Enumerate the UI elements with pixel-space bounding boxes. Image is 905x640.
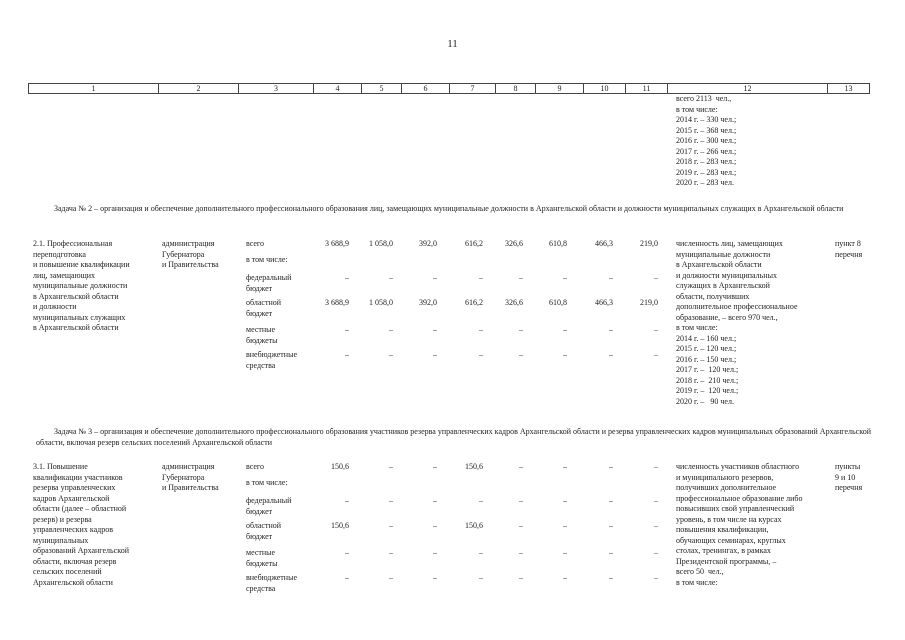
funding-value: 610,8 — [549, 298, 567, 307]
funding-value: – — [609, 521, 613, 530]
funding-value: – — [389, 496, 393, 505]
funding-value: – — [519, 548, 523, 557]
funding-value: – — [433, 573, 437, 582]
header-col-10: 10 — [584, 84, 626, 93]
funding-value: – — [654, 573, 658, 582]
funding-value: – — [433, 462, 437, 471]
funding-value: – — [609, 325, 613, 334]
measure-name: 2.1. Профессиональная переподготовка и повышение квалификации лиц, замещающих муниципальные должности в Архангельской области и должности муниципальных служащих в Архангельской области — [33, 239, 130, 332]
header-col-2: 2 — [159, 84, 239, 93]
funding-source-label: местные бюджеты — [246, 548, 278, 568]
result-indicator: численность лиц, замещающих муниципальные должности в Архангельской области и должности муниципальных служащих в Архангельской области, получивших дополнительное профессиональное образование, – всего 970 чел., в том числе: 2014 г. – 160 чел.; 2015 г. – 120 чел.; 2016 г. – 150 чел.; 2017 г. – 120 чел.; 2018 г. – 210 чел.; 2019 г. – 120 чел.; 2020 г. – 90 чел. — [676, 239, 798, 406]
column-header-row — [28, 83, 870, 94]
header-col-3: 3 — [239, 84, 314, 93]
funding-value: – — [345, 273, 349, 282]
funding-value: – — [479, 350, 483, 359]
funding-value: – — [654, 548, 658, 557]
header-col-9: 9 — [536, 84, 584, 93]
task-3-heading: Задача № 3 – организация и обеспечение дополнительного профессионального образования участников резерва управленческих кадров Архангельской области и резерва управленческих кадров муниципальных образований Архангельской области, включая резерв сельских поселений Архангельской области — [36, 427, 871, 447]
measure-name: 3.1. Повышение квалификации участников резерва управленческих кадров Архангельской области (далее – областной резерв) и резерва управленческих кадров муниципальных образований Архангельской области, включая резерв сельских поселений Архангельской области — [33, 462, 129, 587]
funding-value: 392,0 — [419, 239, 437, 248]
funding-value: – — [563, 573, 567, 582]
funding-value: – — [654, 273, 658, 282]
funding-value: – — [609, 573, 613, 582]
funding-value: – — [479, 548, 483, 557]
funding-value: – — [389, 350, 393, 359]
funding-value: – — [563, 548, 567, 557]
funding-value: 150,6 — [465, 521, 483, 530]
funding-value: 150,6 — [465, 462, 483, 471]
funding-value: – — [345, 325, 349, 334]
funding-value: – — [609, 496, 613, 505]
funding-value: – — [609, 350, 613, 359]
funding-value: – — [609, 462, 613, 471]
funding-value: 466,3 — [595, 239, 613, 248]
funding-value: 616,2 — [465, 239, 483, 248]
header-col-12: 12 — [668, 84, 828, 93]
funding-source-label: областной бюджет — [246, 298, 282, 318]
funding-value: – — [563, 273, 567, 282]
funding-source-label: федеральный бюджет — [246, 273, 292, 293]
header-col-11: 11 — [626, 84, 668, 93]
funding-value: – — [345, 573, 349, 582]
funding-value: – — [519, 273, 523, 282]
executor: администрация Губернатора и Правительства — [162, 239, 219, 269]
header-col-7: 7 — [450, 84, 496, 93]
funding-value: – — [389, 521, 393, 530]
reference: пункты 9 и 10 перечня — [835, 462, 863, 492]
funding-value: 219,0 — [640, 239, 658, 248]
page-number: 11 — [447, 38, 458, 50]
header-col-8: 8 — [496, 84, 536, 93]
funding-value: – — [519, 350, 523, 359]
funding-value: – — [654, 462, 658, 471]
funding-value: – — [563, 496, 567, 505]
funding-value: – — [345, 496, 349, 505]
top-result-text: всего 2113 чел., в том числе: 2014 г. – 330 чел.; 2015 г. – 368 чел.; 2016 г. – 300 чел.; 2017 г. – 266 чел.; 2018 г. – 283 чел.; 2019 г. – 283 чел.; 2020 г. – 283 чел. — [676, 94, 737, 187]
reference: пункт 8 перечня — [835, 239, 863, 259]
funding-value: – — [563, 521, 567, 530]
funding-value: – — [563, 350, 567, 359]
funding-value: – — [389, 325, 393, 334]
funding-source-label: внебюджетные средства — [246, 350, 297, 370]
funding-value: – — [519, 521, 523, 530]
header-col-5: 5 — [362, 84, 402, 93]
funding-source-label: в том числе: — [246, 255, 288, 264]
funding-value: – — [389, 548, 393, 557]
funding-value: – — [433, 273, 437, 282]
funding-value: – — [433, 325, 437, 334]
funding-value: 326,6 — [505, 239, 523, 248]
funding-value: 326,6 — [505, 298, 523, 307]
funding-source-label: внебюджетные средства — [246, 573, 297, 593]
funding-value: – — [479, 573, 483, 582]
funding-value: – — [479, 325, 483, 334]
funding-value: – — [345, 350, 349, 359]
funding-value: 610,8 — [549, 239, 567, 248]
header-col-6: 6 — [402, 84, 450, 93]
header-col-4: 4 — [314, 84, 362, 93]
funding-value: – — [389, 573, 393, 582]
funding-value: 616,2 — [465, 298, 483, 307]
funding-value: – — [654, 350, 658, 359]
funding-source-label: областной бюджет — [246, 521, 282, 541]
funding-value: – — [609, 273, 613, 282]
funding-source-label: в том числе: — [246, 478, 288, 487]
funding-value: – — [389, 462, 393, 471]
header-col-1: 1 — [29, 84, 159, 93]
funding-value: – — [519, 573, 523, 582]
funding-source-label: федеральный бюджет — [246, 496, 292, 516]
funding-source-label: местные бюджеты — [246, 325, 278, 345]
funding-value: – — [654, 496, 658, 505]
funding-value: 1 058,0 — [369, 239, 393, 248]
funding-value: – — [563, 462, 567, 471]
funding-value: 150,6 — [331, 462, 349, 471]
task-2-heading: Задача № 2 – организация и обеспечение дополнительного профессионального образования лиц, замещающих муниципальные должности в Архангельской области и должности муниципальных служащих в Архангельской области — [54, 204, 844, 213]
header-col-13: 13 — [844, 84, 853, 93]
funding-value: 219,0 — [640, 298, 658, 307]
funding-value: – — [519, 325, 523, 334]
funding-value: – — [433, 350, 437, 359]
funding-value: – — [519, 496, 523, 505]
funding-value: – — [433, 496, 437, 505]
funding-source-label: всего — [246, 239, 265, 248]
funding-value: 392,0 — [419, 298, 437, 307]
funding-value: – — [654, 521, 658, 530]
funding-value: 3 688,9 — [325, 298, 349, 307]
funding-value: – — [433, 548, 437, 557]
funding-value: – — [345, 548, 349, 557]
funding-value: – — [479, 496, 483, 505]
funding-value: 150,6 — [331, 521, 349, 530]
funding-value: – — [654, 325, 658, 334]
funding-value: – — [433, 521, 437, 530]
funding-value: 3 688,9 — [325, 239, 349, 248]
funding-value: 1 058,0 — [369, 298, 393, 307]
result-indicator: численность участников областного и муниципального резервов, получивших дополнительное профессиональное образование либо повысивших свой управленческий уровень, в том числе на курсах повышения квалификации, обучающих семинарах, круглых столах, тренингах, в рамках Президентской программы, – всего 50 чел., в том числе: — [676, 462, 803, 587]
funding-value: – — [609, 548, 613, 557]
funding-source-label: всего — [246, 462, 265, 471]
executor: администрация Губернатора и Правительства — [162, 462, 219, 492]
funding-value: – — [519, 462, 523, 471]
funding-value: 466,3 — [595, 298, 613, 307]
funding-value: – — [389, 273, 393, 282]
funding-value: – — [563, 325, 567, 334]
funding-value: – — [479, 273, 483, 282]
